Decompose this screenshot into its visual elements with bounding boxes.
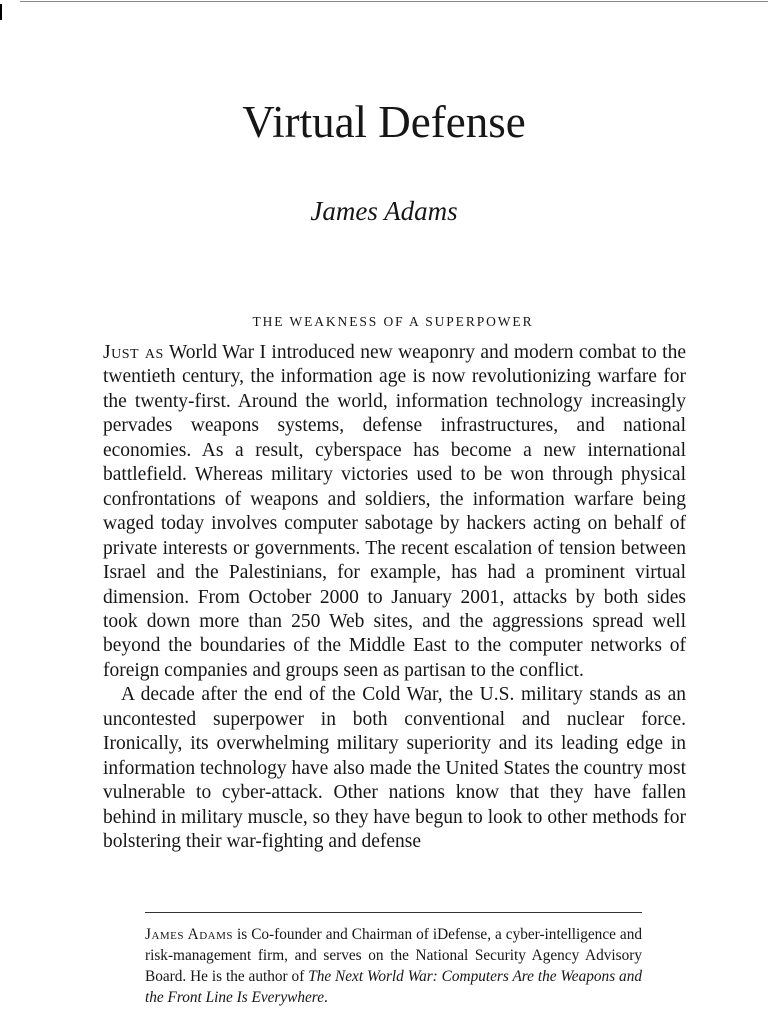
page-top-rule bbox=[20, 1, 768, 2]
section-heading: THE WEAKNESS OF A SUPERPOWER bbox=[252, 314, 534, 329]
footnote-rule bbox=[145, 912, 642, 913]
footnote-book-title: The Next World War: Computers Are the Weapons and the Front Line Is Everywhere bbox=[145, 968, 642, 1006]
page-edge-mark bbox=[0, 4, 2, 20]
author-footnote bbox=[145, 924, 642, 1008]
footnote-author-name: James Adams bbox=[145, 926, 233, 943]
footnote-bio-text: is Co-founder and Chairman of iDefense, a cyber-intelligence and risk-management firm, and serves on the National Security Agency Advisory Board. He is the author of bbox=[145, 926, 642, 985]
footnote-end: . bbox=[323, 989, 328, 1006]
article-title: Virtual Defense bbox=[242, 97, 526, 147]
paragraph-1-text: World War I introduced new weaponry and modern combat to the twentieth century, the information age is now revolutionizing warfare for the twenty-first. Around the world, information technology increasingly pervades weapons systems, defense infrastructures, and national economies. As a result, cyberspace has become a new international battlefield. Whereas military victories used to be won through physical confrontations of weapons and soldiers, the information warfare being waged today involves computer sabotage by hackers acting on behalf of private interests or governments. The recent escalation of tension between Israel and the Palestinians, for example, has had a prominent virtual dimension. From October 2000 to January 2001, attacks by both sides took down more than 250 Web sites, and the aggressions spread well beyond the boundaries of the Middle East to the computer networks of foreign companies and groups seen as partisan to the conflict. bbox=[103, 342, 687, 681]
article-body bbox=[103, 341, 686, 855]
body-paragraph-2: A decade after the end of the Cold War, the U.S. military stands as an uncontested superpower in both conventional and nuclear force. Ironically, its overwhelming military superiority and its leading edge in information technology have also made the United States the country most vulnerable to cyber-attack. Other nations know that they have fallen behind in military muscle, so they have begun to look to other methods for bolstering their war-fighting and defense bbox=[103, 684, 686, 853]
paragraph-lead-in: Just as bbox=[103, 342, 164, 363]
article-author: James Adams bbox=[310, 196, 458, 226]
body-paragraph-1 bbox=[103, 341, 686, 683]
